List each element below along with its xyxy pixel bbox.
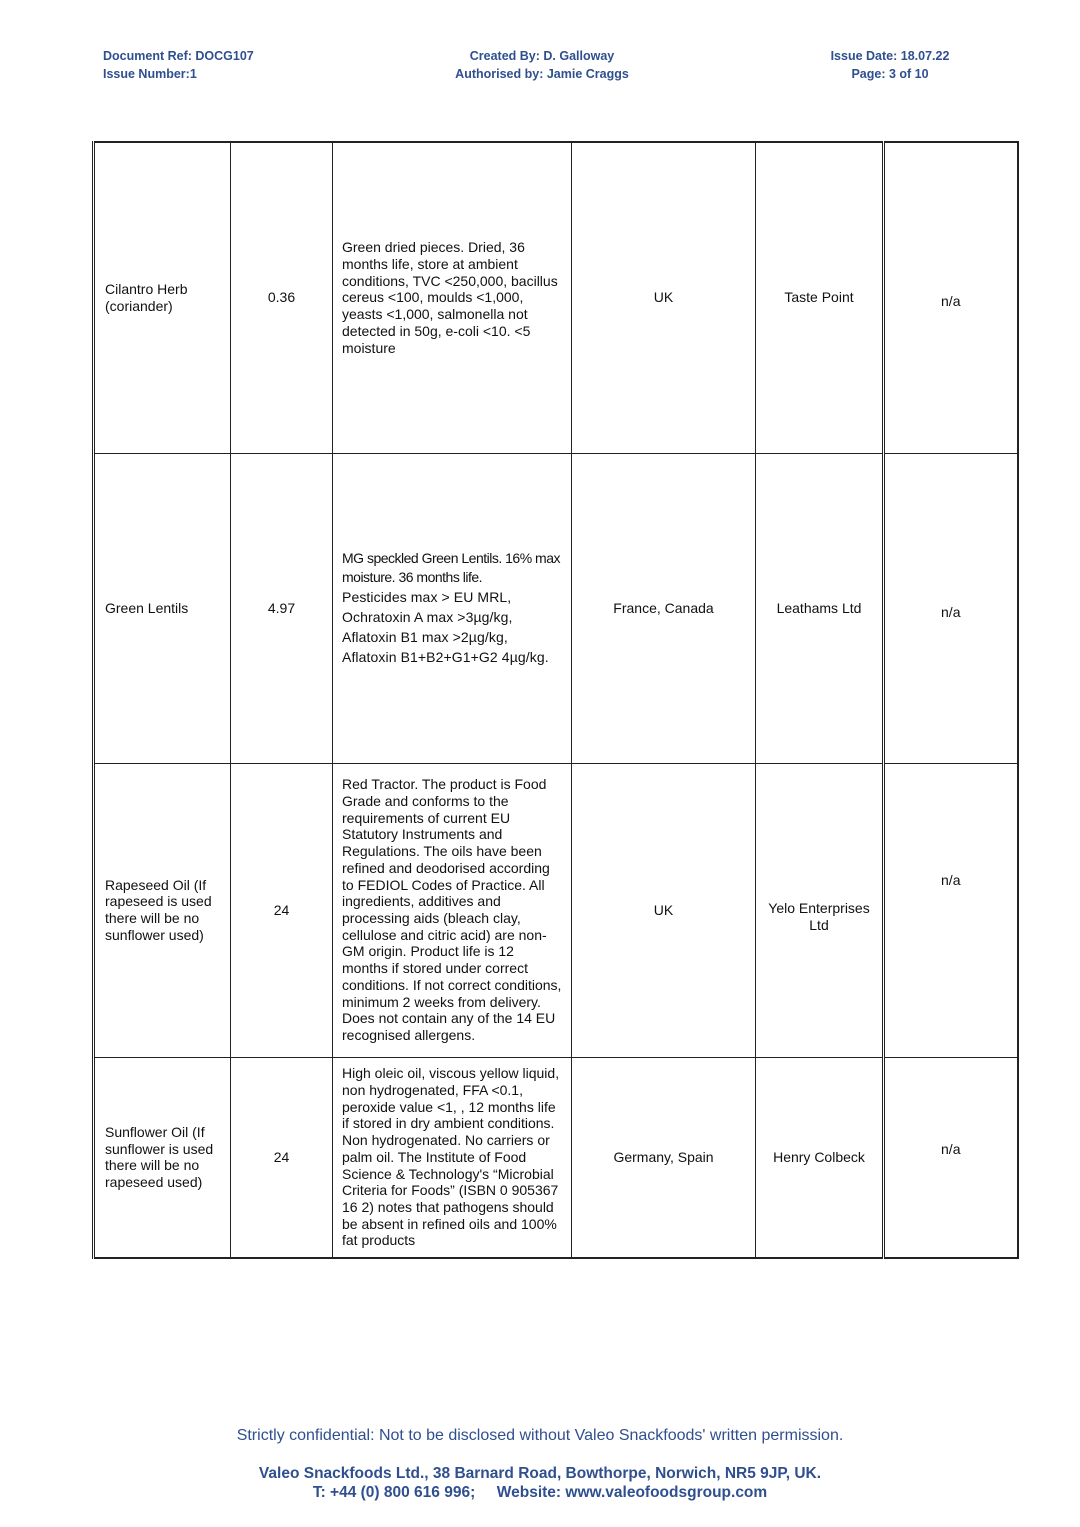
ingredient-origin: Germany, Spain bbox=[572, 1057, 756, 1258]
page-number: Page: 3 of 10 bbox=[851, 67, 929, 81]
ingredient-notes: n/a bbox=[884, 453, 1018, 763]
ingredient-description: Green dried pieces. Dried, 36 months life, store at ambient conditions, TVC <250,000, bacillus cereus <100, moulds <1,000, yeasts <1,000, salmonella not detected in 50g, e-coli <10. <5 moisture bbox=[333, 142, 572, 453]
table-row bbox=[94, 763, 1018, 1057]
table-row bbox=[94, 1057, 1018, 1258]
ingredient-name: Sunflower Oil (If sunflower is used there will be no rapeseed used) bbox=[94, 1057, 231, 1258]
ingredient-notes: n/a bbox=[884, 1057, 1018, 1258]
ingredient-supplier: Taste Point bbox=[756, 142, 884, 453]
ingredient-notes: n/a bbox=[884, 763, 1018, 1057]
ingredient-name: Green Lentils bbox=[94, 453, 231, 763]
confidentiality-notice: Strictly confidential: Not to be disclosed without Valeo Snackfoods' written permission. bbox=[236, 1427, 844, 1444]
header-center bbox=[400, 47, 684, 83]
ingredient-name: Cilantro Herb (coriander) bbox=[94, 142, 231, 453]
ingredient-supplier: Yelo Enterprises Ltd bbox=[756, 763, 884, 1057]
ingredient-quantity: 0.36 bbox=[231, 142, 333, 453]
ingredient-origin: UK bbox=[572, 763, 756, 1057]
table-row bbox=[94, 453, 1018, 763]
created-by: Created By: D. Galloway bbox=[469, 49, 615, 63]
company-contact: T: +44 (0) 800 616 996; Website: www.valeofoodsgroup.com bbox=[312, 1484, 768, 1501]
company-address-block bbox=[0, 1464, 1080, 1502]
ingredient-supplier: Leathams Ltd bbox=[756, 453, 884, 763]
ingredient-quantity: 24 bbox=[231, 763, 333, 1057]
ingredient-supplier: Henry Colbeck bbox=[756, 1057, 884, 1258]
issue-number: Issue Number:1 bbox=[103, 67, 197, 81]
ingredient-description: Red Tractor. The product is Food Grade and conforms to the requirements of current EU Statutory Instruments and Regulations. The oils have been refined and deodorised according to FEDIOL Codes of Practice. All ingredients, additives and processing aids (bleach clay, cellulose and citric acid) are non-GM origin. Product life is 12 months if stored under correct conditions. If not correct conditions, minimum 2 weeks from delivery. Does not contain any of the 14 EU recognised allergens. bbox=[333, 763, 572, 1057]
ingredient-origin: France, Canada bbox=[572, 453, 756, 763]
ingredient-origin: UK bbox=[572, 142, 756, 453]
authorised-by: Authorised by: Jamie Craggs bbox=[455, 67, 629, 81]
header-right bbox=[790, 47, 990, 83]
table-row bbox=[94, 142, 1018, 453]
page-header bbox=[0, 47, 1080, 87]
ingredient-quantity: 4.97 bbox=[231, 453, 333, 763]
ingredient-quantity: 24 bbox=[231, 1057, 333, 1258]
ingredient-name: Rapeseed Oil (If rapeseed is used there will be no sunflower used) bbox=[94, 763, 231, 1057]
company-address: Valeo Snackfoods Ltd., 38 Barnard Road, Bowthorpe, Norwich, NR5 9JP, UK. bbox=[258, 1465, 822, 1482]
ingredient-notes: n/a bbox=[884, 142, 1018, 453]
ingredient-description: MG speckled Green Lentils. 16% max moisture. 36 months life. Pesticides max > EU MRL, Ochratoxin A max >3µg/kg, Aflatoxin B1 max >2µg/kg, Aflatoxin B1+B2+G1+G2 4µg/kg. bbox=[333, 453, 572, 763]
ingredient-spec-table bbox=[92, 141, 1019, 1259]
header-left bbox=[103, 47, 254, 83]
ingredient-description: High oleic oil, viscous yellow liquid, non hydrogenated, FFA <0.1, peroxide value <1, , 12 months life if stored in dry ambient conditions. Non hydrogenated. No carriers or palm oil. The Institute of Food Science & Technology's “Microbial Criteria for Foods” (ISBN 0 905367 16 2) notes that pathogens should be absent in refined oils and 100% fat products bbox=[333, 1057, 572, 1258]
issue-date: Issue Date: 18.07.22 bbox=[830, 49, 950, 63]
document-ref: Document Ref: DOCG107 bbox=[103, 49, 254, 63]
